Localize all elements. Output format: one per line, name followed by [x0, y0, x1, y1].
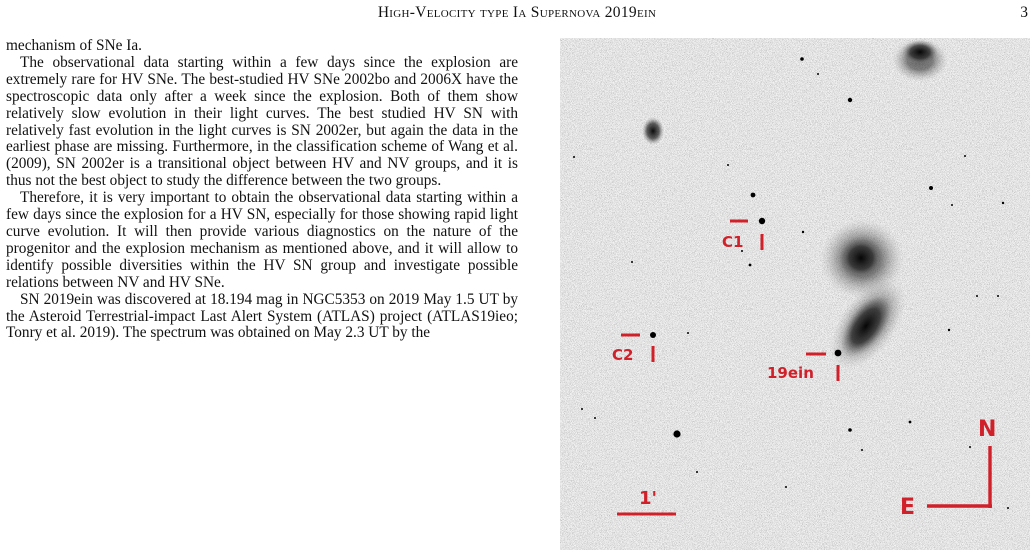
- paragraph-3: Therefore, it is very important to obtain the observational data starting within a few days since the explosion for a HV SN, especially for those showing rapid light curve evolution. It will then provide various diagnostics on the nature of the progenitor and the explosion mechanism as mentioned above, and it will allow to identify possible diversities within the HV SN group and investigate possible relations between NV and HV SNe.: [6, 189, 518, 291]
- page-header: [0, 4, 1034, 26]
- comparison-star-c2: [650, 332, 656, 338]
- page-number: 3: [1020, 4, 1028, 21]
- paragraph-4: SN 2019ein was discovered at 18.194 mag in NGC5353 on 2019 May 1.5 UT by the Asteroid Terrestrial-impact Last Alert System (ATLAS) project (ATLAS19ieo; Tonry et al. 2019). The spectrum was obtained on May 2.3 UT by the: [6, 290, 518, 342]
- sky-image: [560, 38, 1030, 550]
- body-text-column: [6, 38, 518, 342]
- ngc5353-core: [839, 237, 883, 279]
- sky-noise: [560, 38, 1030, 550]
- running-title: High-Velocity type Ia Supernova 2019ein: [377, 4, 657, 21]
- scale-label: 1': [639, 488, 658, 509]
- paragraph-2: The observational data starting within a few days since the explosion are extremely rare for HV SNe. The best-studied HV SNe 2002bo and 2006X have the spectroscopic data only after a week since the explosion. Both of them show relatively slow evolution in their light curves. The best studied HV SN with relatively fast evolution in the light curves is SN 2002er, but again the data in the earliest phase are missing. Furthermore, in the classification scheme of Wang et al. (2009), SN 2002er is a transitional object between HV and NV groups, and it is thus not the best object to study the difference between the two groups.: [6, 53, 518, 190]
- label-19ein: 19ein: [767, 364, 814, 382]
- north-label: N: [978, 417, 997, 442]
- galaxy-upper-left: [642, 117, 664, 145]
- paragraph-1: mechanism of SNe Ia.: [6, 37, 142, 54]
- label-c2: C2: [612, 346, 634, 364]
- galaxy-top-right: [902, 40, 938, 64]
- comparison-star-c1: [759, 218, 765, 224]
- sky-image-figure: [560, 38, 1030, 550]
- east-label: E: [900, 495, 916, 520]
- label-c1: C1: [722, 233, 744, 251]
- sn-2019ein: [835, 350, 842, 357]
